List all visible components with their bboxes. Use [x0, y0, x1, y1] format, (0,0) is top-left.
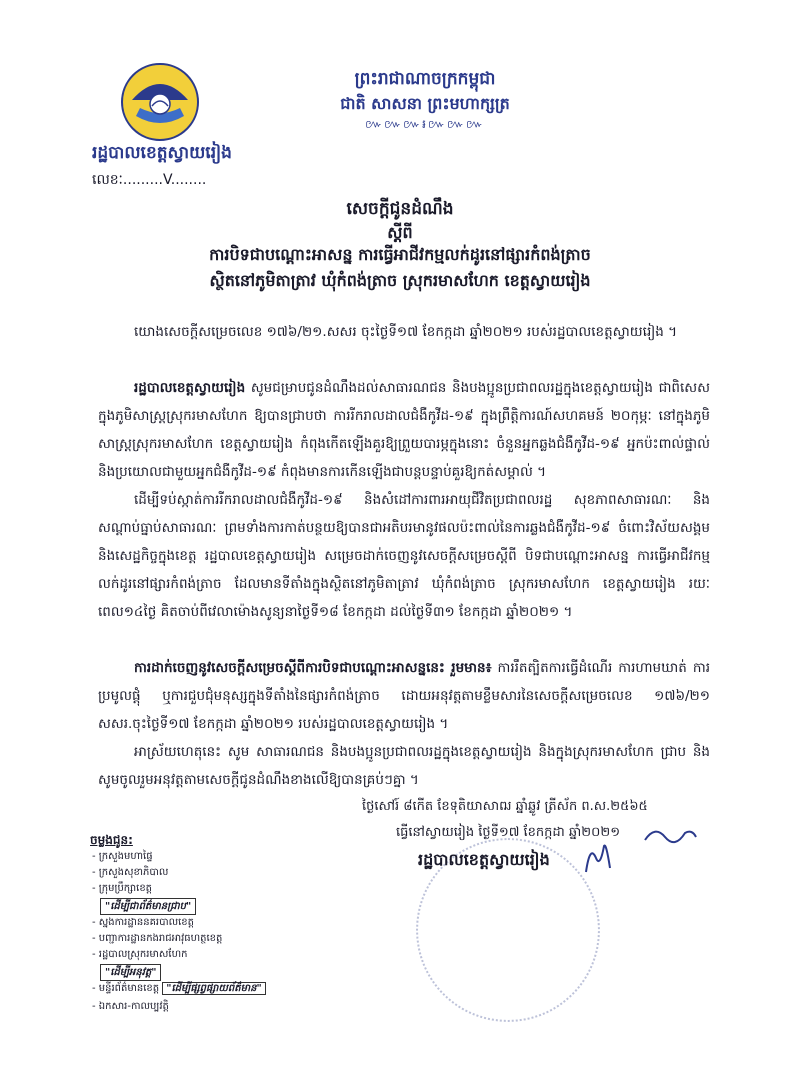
initials-mark-icon	[640, 815, 700, 855]
kingdom-heading: ព្រះរាជាណាចក្រកម្ពុជា	[354, 69, 496, 89]
royal-emblem-icon	[118, 60, 202, 144]
reference-number: លេខៈ.........V........	[92, 172, 207, 188]
document-title: សេចក្តីជូនដំណឹង	[346, 199, 454, 219]
recipient-item: - ស្នងការដ្ឋាននគរបាលខេត្ត	[92, 917, 195, 928]
lunar-date: ថ្ងៃសៅរ៍ ៨កើត ខែទុតិយាសាឍ ឆ្នាំឆ្លូវ ត្រីស័ក ព.ស.២៥៦៥	[362, 799, 648, 814]
subject-line-2: ស្ថិតនៅភូមិតាត្រាវ ឃុំកំពង់ត្រាច ស្រុករមាសហែក ខេត្តស្វាយរៀង	[209, 271, 591, 290]
recipient-purpose-box: "ដើម្បីផ្សព្វផ្សាយព័ត៌មាន"	[162, 982, 265, 995]
signature-icon	[578, 838, 618, 878]
paragraph-measures-text: ការរឹតត្បិតការធ្វើដំណើរ ការហាមឃាត់ ការប្រមូលផ្តុំ ឬការជួបជុំមនុស្សក្នុងទីតាំងនៃផ្សារកំពង់ត្រាច ដោយអនុវត្តតាមខ្លឹមសារនៃសេចក្តីសម្រេចលេខ ១៧៦/២១ សសរ.ចុះថ្ងៃទី១៧ ខែកក្កដា ឆ្នាំ២០២១ របស់រដ្ឋបាលខេត្តស្វាយរៀង ។	[98, 660, 710, 732]
paragraph-notice-text: សូមជម្រាបជូនដំណឹងដល់សាធារណជន និងបងប្អូនប្រជាពលរដ្ឋក្នុងខេត្តស្វាយរៀង ជាពិសេសក្នុងភូមិសាស្រ្តស្រុករមាសហែក ឱ្យបានជ្រាបថា ការរីករាលដាលជំងឺកូវីដ-១៩ ក្នុងព្រឹត្តិការណ៍សហគមន៍ ២០កុម្ភៈ នៅក្នុងភូមិសាស្រ្តស្រុករមាសហែក ខេត្តស្វាយរៀង កំពុងកើតឡើងគួរឱ្យព្រួយបារម្ភក្នុងនោះ ចំនួនអ្នកឆ្លងជំងឺកូវីដ-១៩ អ្នកប៉ះពាល់ផ្ទាល់ និងប្រយោលជាមួយអ្នកជំងឺកូវីដ-១៩ កំពុងមានការកើនឡើងជាបន្តបន្ទាប់គួរឱ្យកត់សម្គាល់ ។	[98, 380, 710, 480]
subject-label: ស្តីពី	[387, 223, 413, 242]
recipient-item: - ឯកសារ-កាលប្បវត្តិ	[92, 1001, 169, 1012]
recipient-item: - បញ្ជាការដ្ឋានកងរាជអាវុធហត្ថខេត្ត	[92, 933, 223, 944]
paragraph-notice-lead: រដ្ឋបាលខេត្តស្វាយរៀង	[134, 380, 246, 396]
recipient-item-text: - មន្ទីរព័ត៌មានខេត្ត	[92, 983, 160, 994]
national-motto: ជាតិ សាសនា ព្រះមហាក្សត្រ	[340, 94, 510, 113]
place-and-date: ធ្វើនៅស្វាយរៀង ថ្ងៃទី១៧ ខែកក្កដា ឆ្នាំ២០២១	[396, 825, 621, 840]
paragraph-reference: យោងសេចក្តីសម្រេចលេខ ១៧៦/២១.សសរ ចុះថ្ងៃទី១៧ ខែកក្កដា ឆ្នាំ២០២១ របស់រដ្ឋបាលខេត្តស្វាយរៀង ។	[134, 324, 678, 340]
paragraph-notice	[98, 374, 710, 486]
recipient-item: - ក្រុមប្រឹក្សាខេត្ត	[92, 883, 153, 894]
issuing-authority: រដ្ឋបាលខេត្តស្វាយរៀង	[92, 143, 232, 163]
ornament-divider: ៚៚៚៛៚៚៚	[365, 117, 485, 131]
paragraph-decision: ដើម្បីទប់ស្កាត់ការរីករាលដាលជំងឺកូវីដ-១៩ និងសំដៅការពារអាយុជីវិតប្រជាពលរដ្ឋ សុខភាពសាធារណៈ និងសណ្តាប់ធ្នាប់សាធារណៈ ព្រមទាំងការកាត់បន្ថយឱ្យបានជាអតិបរមានូវផលប៉ះពាល់នៃការឆ្លងជំងឺកូវីដ-១៩ ចំពោះវិស័យសង្គម និងសេដ្ឋកិច្ចក្នុងខេត្ត រដ្ឋបាលខេត្តស្វាយរៀង សម្រេចដាក់ចេញនូវសេចក្តីសម្រេចស្តីពី បិទជាបណ្តោះអាសន្ន ការធ្វើអាជីវកម្មលក់ដូរនៅផ្សារកំពង់ត្រាច ដែលមានទីតាំងក្នុងស្ថិតនៅភូមិតាត្រាវ ឃុំកំពង់ត្រាច ស្រុករមាសហែក ខេត្តស្វាយរៀង រយៈពេល១៤ថ្ងៃ គិតចាប់ពីវេលាម៉ោងសូន្យនាថ្ងៃទី១៨ ខែកក្កដា ដល់ថ្ងៃទី៣១ ខែកក្កដា ឆ្នាំ២០២១ ។	[98, 492, 710, 620]
paragraph-measures	[98, 654, 710, 738]
recipient-purpose-box: "ដើម្បីអនុវត្ត"	[100, 964, 161, 981]
recipient-item: - ក្រសួងសុខាភិបាល	[92, 867, 169, 878]
recipients-heading: ចម្លងជូន:	[90, 833, 133, 847]
subject-line-1: ការបិទជាបណ្តោះអាសន្ន ការធ្វើអាជីវកម្មលក់ដូរនៅផ្សារកំពង់ត្រាច	[209, 245, 591, 264]
recipient-item	[92, 982, 266, 996]
recipient-item: - រដ្ឋបាលស្រុករមាសហែក	[92, 949, 188, 960]
signatory-authority: រដ្ឋបាលខេត្តស្វាយរៀង	[418, 850, 550, 869]
paragraph-conclusion: អាស្រ័យហេតុនេះ សូម សាធារណជន និងបងប្អូនប្រជាពលរដ្ឋក្នុងខេត្តស្វាយរៀង និងក្នុងស្រុករមាសហែក ជ្រាប និងសូមចូលរួមអនុវត្តតាមសេចក្តីជូនដំណឹងខាងលើឱ្យបានគ្រប់ៗគ្នា ។	[98, 744, 710, 788]
paragraph-measures-lead: ការដាក់ចេញនូវសេចក្តីសម្រេចស្តីពីការបិទជាបណ្តោះអាសន្ននេះ រួមមាន៖	[134, 660, 492, 676]
recipient-item: - ក្រសួងមហាផ្ទៃ	[92, 851, 153, 862]
recipient-purpose-box: "ដើម្បីជាព័ត៌មានជ្រាប"	[100, 898, 196, 915]
